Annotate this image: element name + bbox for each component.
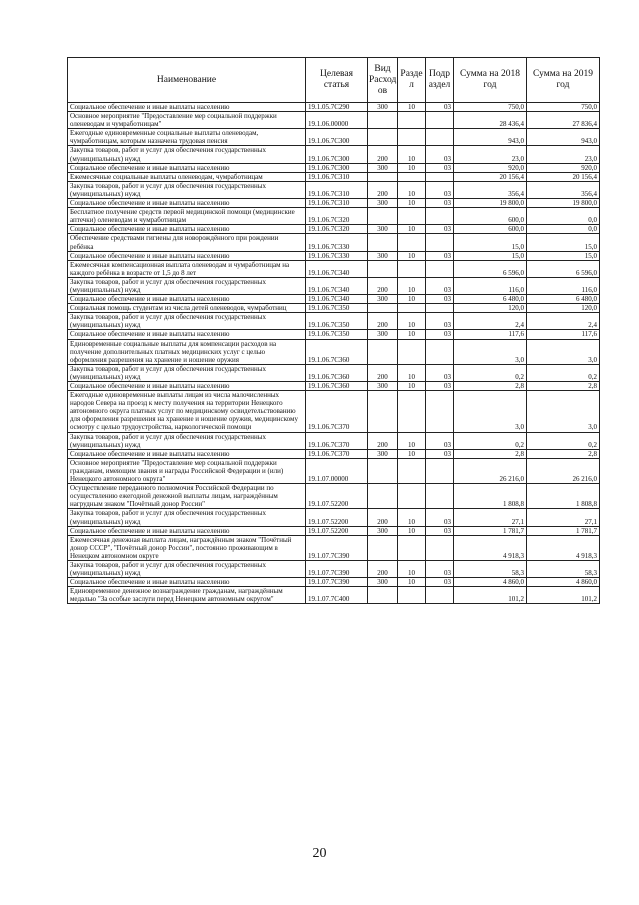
cell-expense-type xyxy=(368,304,398,313)
cell-sum-2018: 2,8 xyxy=(454,382,527,391)
header-name: Наименование xyxy=(68,58,306,103)
table-row xyxy=(68,304,600,313)
cell-sum-2018: 2,8 xyxy=(454,449,527,458)
cell-sum-2018: 3,0 xyxy=(454,339,527,364)
cell-subsection xyxy=(426,535,454,560)
cell-target-article: 19.1.05.7С290 xyxy=(306,103,368,112)
cell-expense-type: 200 xyxy=(368,432,398,449)
cell-name: Ежемесячная компенсационная выплата оленеводам и чумработницам на каждого ребёнка в возрасте от 1,5 до 8 лет xyxy=(68,260,306,277)
cell-expense-type xyxy=(368,535,398,560)
cell-sum-2019: 3,0 xyxy=(527,339,600,364)
cell-subsection: 03 xyxy=(426,181,454,198)
table-row xyxy=(68,295,600,304)
cell-name: Основное мероприятие "Предоставление мер социальной поддержки гражданам, имеющим звания и награды Российской Федерации и (или) Ненецкого автономного округа" xyxy=(68,458,306,483)
cell-name: Закупка товаров, работ и услуг для обеспечения государственных (муниципальных) нужд xyxy=(68,146,306,163)
table-row xyxy=(68,364,600,381)
table-row xyxy=(68,129,600,146)
table-row xyxy=(68,225,600,234)
cell-sum-2019: 27 836,4 xyxy=(527,112,600,129)
cell-subsection xyxy=(426,234,454,251)
cell-sum-2019: 1 781,7 xyxy=(527,526,600,535)
cell-expense-type: 300 xyxy=(368,449,398,458)
table-row xyxy=(68,560,600,577)
cell-section xyxy=(398,234,426,251)
cell-target-article: 19.1.06.7С350 xyxy=(306,330,368,339)
cell-section: 10 xyxy=(398,382,426,391)
cell-section xyxy=(398,391,426,432)
cell-target-article: 19.1.06.7С310 xyxy=(306,181,368,198)
cell-expense-type xyxy=(368,172,398,181)
cell-subsection xyxy=(426,129,454,146)
cell-expense-type xyxy=(368,260,398,277)
cell-expense-type: 300 xyxy=(368,251,398,260)
cell-expense-type: 200 xyxy=(368,560,398,577)
cell-expense-type: 300 xyxy=(368,578,398,587)
cell-subsection xyxy=(426,391,454,432)
cell-name: Закупка товаров, работ и услуг для обеспечения государственных (муниципальных) нужд xyxy=(68,313,306,330)
cell-sum-2018: 4 860,0 xyxy=(454,578,527,587)
cell-expense-type xyxy=(368,391,398,432)
cell-sum-2018: 15,0 xyxy=(454,234,527,251)
cell-target-article: 19.1.06.7С370 xyxy=(306,391,368,432)
cell-subsection xyxy=(426,339,454,364)
cell-sum-2018: 0,2 xyxy=(454,432,527,449)
cell-name: Закупка товаров, работ и услуг для обеспечения государственных (муниципальных) нужд xyxy=(68,560,306,577)
cell-sum-2018: 28 436,4 xyxy=(454,112,527,129)
cell-section: 10 xyxy=(398,526,426,535)
cell-target-article: 19.1.06.7С340 xyxy=(306,277,368,294)
cell-sum-2018: 600,0 xyxy=(454,208,527,225)
cell-section: 10 xyxy=(398,364,426,381)
cell-section: 10 xyxy=(398,103,426,112)
cell-name: Социальное обеспечение и иные выплаты населению xyxy=(68,251,306,260)
cell-section: 10 xyxy=(398,330,426,339)
cell-name: Социальное обеспечение и иные выплаты населению xyxy=(68,449,306,458)
cell-subsection xyxy=(426,112,454,129)
cell-target-article: 19.1.07.52200 xyxy=(306,509,368,526)
table-row xyxy=(68,146,600,163)
page-number: 20 xyxy=(312,846,327,861)
cell-sum-2019: 3,0 xyxy=(527,391,600,432)
cell-name: Ежемесячная денежная выплата лицам, награждённым знаком "Почётный донор СССР", "Почётный донор России", постоянно проживающим в Ненецком автономном округе xyxy=(68,535,306,560)
cell-target-article: 19.1.06.7С300 xyxy=(306,129,368,146)
cell-section xyxy=(398,172,426,181)
cell-section: 10 xyxy=(398,509,426,526)
cell-subsection xyxy=(426,208,454,225)
cell-expense-type: 300 xyxy=(368,103,398,112)
cell-expense-type: 200 xyxy=(368,146,398,163)
cell-subsection: 03 xyxy=(426,277,454,294)
cell-expense-type xyxy=(368,234,398,251)
cell-target-article: 19.1.06.7С320 xyxy=(306,208,368,225)
cell-name: Социальное обеспечение и иные выплаты населению xyxy=(68,163,306,172)
cell-sum-2018: 0,2 xyxy=(454,364,527,381)
cell-sum-2018: 116,0 xyxy=(454,277,527,294)
cell-subsection: 03 xyxy=(426,578,454,587)
cell-target-article: 19.1.06.7С350 xyxy=(306,304,368,313)
cell-sum-2019: 0,2 xyxy=(527,364,600,381)
cell-name: Обеспечение средствами гигиены для новорождённого при рождении ребёнка xyxy=(68,234,306,251)
cell-target-article: 19.1.06.7С340 xyxy=(306,260,368,277)
table-row xyxy=(68,509,600,526)
table-row xyxy=(68,103,600,112)
table-row xyxy=(68,172,600,181)
cell-subsection: 03 xyxy=(426,509,454,526)
cell-target-article: 19.1.06.7С360 xyxy=(306,364,368,381)
cell-sum-2019: 2,8 xyxy=(527,449,600,458)
cell-subsection xyxy=(426,304,454,313)
cell-target-article: 19.1.06.7С360 xyxy=(306,382,368,391)
cell-section: 10 xyxy=(398,163,426,172)
cell-target-article: 19.1.06.7С320 xyxy=(306,225,368,234)
cell-sum-2018: 3,0 xyxy=(454,391,527,432)
cell-sum-2019: 0,0 xyxy=(527,225,600,234)
cell-section xyxy=(398,587,426,604)
cell-expense-type xyxy=(368,129,398,146)
cell-section: 10 xyxy=(398,181,426,198)
cell-name: Ежемесячные социальные выплаты оленеводам, чумработницам xyxy=(68,172,306,181)
cell-target-article: 19.1.06.7С350 xyxy=(306,313,368,330)
table-row xyxy=(68,251,600,260)
cell-expense-type xyxy=(368,458,398,483)
cell-name: Социальная помощь студентам из числа детей оленеводов, чумработниц xyxy=(68,304,306,313)
cell-target-article: 19.1.06.7С310 xyxy=(306,172,368,181)
table-row xyxy=(68,313,600,330)
cell-sum-2019: 1 808,8 xyxy=(527,484,600,509)
cell-expense-type xyxy=(368,112,398,129)
cell-sum-2019: 6 596,0 xyxy=(527,260,600,277)
cell-name: Закупка товаров, работ и услуг для обеспечения государственных (муниципальных) нужд xyxy=(68,364,306,381)
cell-sum-2018: 356,4 xyxy=(454,181,527,198)
cell-target-article: 19.1.07.00000 xyxy=(306,458,368,483)
cell-sum-2019: 116,0 xyxy=(527,277,600,294)
cell-sum-2018: 943,0 xyxy=(454,129,527,146)
cell-name: Социальное обеспечение и иные выплаты населению xyxy=(68,578,306,587)
cell-sum-2019: 2,4 xyxy=(527,313,600,330)
cell-sum-2018: 4 918,3 xyxy=(454,535,527,560)
cell-section xyxy=(398,484,426,509)
table-row xyxy=(68,163,600,172)
cell-sum-2018: 101,2 xyxy=(454,587,527,604)
cell-subsection: 03 xyxy=(426,364,454,381)
cell-name: Единовременные социальные выплаты для компенсации расходов на получение дополнительных платных медицинских услуг с целью оформления разрешения на хранение и ношение оружия xyxy=(68,339,306,364)
cell-sum-2019: 4 860,0 xyxy=(527,578,600,587)
cell-target-article: 19.1.06.7С360 xyxy=(306,339,368,364)
cell-sum-2019: 19 800,0 xyxy=(527,199,600,208)
cell-expense-type: 200 xyxy=(368,277,398,294)
cell-section xyxy=(398,112,426,129)
table-row xyxy=(68,391,600,432)
table-header-row xyxy=(68,58,600,103)
cell-expense-type xyxy=(368,484,398,509)
header-section: Разде л xyxy=(398,58,426,103)
cell-sum-2018: 2,4 xyxy=(454,313,527,330)
cell-sum-2019: 15,0 xyxy=(527,251,600,260)
cell-subsection: 03 xyxy=(426,146,454,163)
cell-subsection: 03 xyxy=(426,199,454,208)
cell-name: Ежегодные единовременные выплаты лицам из числа малочисленных народов Севера на проезд к месту получения на территории Ненецкого автономного округа платных услуг по медицинскому освидетельствованию для оформления разрешения на хранение и ношение оружия, медицинскому осмотру с целью трудоустройства, наркологической помощи xyxy=(68,391,306,432)
table-row xyxy=(68,432,600,449)
cell-subsection xyxy=(426,458,454,483)
cell-sum-2019: 15,0 xyxy=(527,234,600,251)
cell-subsection xyxy=(426,172,454,181)
table-row xyxy=(68,112,600,129)
cell-sum-2019: 117,6 xyxy=(527,330,600,339)
table-row xyxy=(68,199,600,208)
cell-name: Ежегодные единовременные социальные выплаты оленеводам, чумработницам, которым назначена трудовая пенсия xyxy=(68,129,306,146)
cell-target-article: 19.1.07.52200 xyxy=(306,484,368,509)
cell-section: 10 xyxy=(398,277,426,294)
cell-target-article: 19.1.06.7С370 xyxy=(306,449,368,458)
cell-sum-2019: 943,0 xyxy=(527,129,600,146)
cell-name: Социальное обеспечение и иные выплаты населению xyxy=(68,382,306,391)
cell-expense-type: 300 xyxy=(368,330,398,339)
table-row xyxy=(68,449,600,458)
cell-sum-2018: 58,3 xyxy=(454,560,527,577)
cell-sum-2018: 23,0 xyxy=(454,146,527,163)
cell-target-article: 19.1.07.52200 xyxy=(306,526,368,535)
cell-sum-2019: 6 480,0 xyxy=(527,295,600,304)
cell-subsection: 03 xyxy=(426,382,454,391)
cell-subsection: 03 xyxy=(426,163,454,172)
cell-sum-2019: 4 918,3 xyxy=(527,535,600,560)
cell-section: 10 xyxy=(398,251,426,260)
table-row xyxy=(68,330,600,339)
table-row xyxy=(68,578,600,587)
cell-section xyxy=(398,260,426,277)
cell-section: 10 xyxy=(398,560,426,577)
table-row xyxy=(68,339,600,364)
cell-subsection: 03 xyxy=(426,251,454,260)
cell-target-article: 19.1.06.7С310 xyxy=(306,199,368,208)
cell-name: Закупка товаров, работ и услуг для обеспечения государственных (муниципальных) нужд xyxy=(68,432,306,449)
cell-subsection xyxy=(426,484,454,509)
cell-expense-type: 300 xyxy=(368,199,398,208)
cell-sum-2018: 19 800,0 xyxy=(454,199,527,208)
cell-sum-2018: 6 480,0 xyxy=(454,295,527,304)
cell-name: Закупка товаров, работ и услуг для обеспечения государственных (муниципальных) нужд xyxy=(68,509,306,526)
cell-subsection: 03 xyxy=(426,313,454,330)
table-row xyxy=(68,208,600,225)
cell-sum-2018: 1 808,8 xyxy=(454,484,527,509)
cell-section: 10 xyxy=(398,225,426,234)
cell-target-article: 19.1.06.7С300 xyxy=(306,163,368,172)
cell-section xyxy=(398,129,426,146)
cell-name: Осуществление переданного полномочия Российской Федерации по осуществлению ежегодной денежной выплаты лицам, награждённым нагрудным знаком "Почётный донор России" xyxy=(68,484,306,509)
cell-sum-2019: 356,4 xyxy=(527,181,600,198)
cell-sum-2018: 1 781,7 xyxy=(454,526,527,535)
cell-target-article: 19.1.06.7С330 xyxy=(306,251,368,260)
cell-subsection: 03 xyxy=(426,103,454,112)
cell-section xyxy=(398,339,426,364)
table-row xyxy=(68,526,600,535)
cell-section: 10 xyxy=(398,295,426,304)
cell-sum-2019: 27,1 xyxy=(527,509,600,526)
cell-sum-2019: 0,0 xyxy=(527,208,600,225)
cell-sum-2019: 20 156,4 xyxy=(527,172,600,181)
cell-target-article: 19.1.06.7С330 xyxy=(306,234,368,251)
cell-target-article: 19.1.07.7С390 xyxy=(306,560,368,577)
cell-section: 10 xyxy=(398,449,426,458)
cell-name: Социальное обеспечение и иные выплаты населению xyxy=(68,526,306,535)
cell-sum-2018: 15,0 xyxy=(454,251,527,260)
cell-sum-2018: 600,0 xyxy=(454,225,527,234)
table-row xyxy=(68,277,600,294)
header-sum-2019: Сумма на 2019 год xyxy=(527,58,600,103)
cell-name: Закупка товаров, работ и услуг для обеспечения государственных (муниципальных) нужд xyxy=(68,181,306,198)
cell-subsection: 03 xyxy=(426,560,454,577)
cell-name: Социальное обеспечение и иные выплаты населению xyxy=(68,225,306,234)
cell-sum-2019: 2,8 xyxy=(527,382,600,391)
cell-section: 10 xyxy=(398,199,426,208)
cell-sum-2018: 6 596,0 xyxy=(454,260,527,277)
cell-section: 10 xyxy=(398,578,426,587)
table-row xyxy=(68,535,600,560)
cell-sum-2018: 750,0 xyxy=(454,103,527,112)
cell-subsection xyxy=(426,587,454,604)
cell-expense-type: 300 xyxy=(368,163,398,172)
cell-expense-type: 200 xyxy=(368,313,398,330)
header-target-article: Целевая статья xyxy=(306,58,368,103)
table-row xyxy=(68,587,600,604)
cell-subsection: 03 xyxy=(426,330,454,339)
cell-name: Закупка товаров, работ и услуг для обеспечения государственных (муниципальных) нужд xyxy=(68,277,306,294)
cell-subsection: 03 xyxy=(426,526,454,535)
cell-target-article: 19.1.06.7С300 xyxy=(306,146,368,163)
cell-sum-2019: 26 216,0 xyxy=(527,458,600,483)
cell-sum-2018: 20 156,4 xyxy=(454,172,527,181)
budget-table xyxy=(67,57,600,604)
cell-name: Социальное обеспечение и иные выплаты населению xyxy=(68,295,306,304)
cell-name: Социальное обеспечение и иные выплаты населению xyxy=(68,103,306,112)
header-sum-2018: Сумма на 2018 год xyxy=(454,58,527,103)
cell-subsection: 03 xyxy=(426,295,454,304)
cell-sum-2018: 27,1 xyxy=(454,509,527,526)
cell-target-article: 19.1.07.7С390 xyxy=(306,535,368,560)
cell-expense-type: 200 xyxy=(368,181,398,198)
cell-sum-2019: 58,3 xyxy=(527,560,600,577)
cell-section: 10 xyxy=(398,313,426,330)
cell-section: 10 xyxy=(398,146,426,163)
cell-sum-2019: 750,0 xyxy=(527,103,600,112)
cell-expense-type xyxy=(368,587,398,604)
cell-expense-type: 300 xyxy=(368,225,398,234)
cell-expense-type: 300 xyxy=(368,526,398,535)
table-row xyxy=(68,458,600,483)
cell-expense-type xyxy=(368,208,398,225)
table-row xyxy=(68,181,600,198)
cell-expense-type xyxy=(368,339,398,364)
table-row xyxy=(68,260,600,277)
cell-sum-2019: 120,0 xyxy=(527,304,600,313)
cell-sum-2019: 0,2 xyxy=(527,432,600,449)
table-row xyxy=(68,484,600,509)
cell-subsection: 03 xyxy=(426,432,454,449)
cell-target-article: 19.1.06.7С340 xyxy=(306,295,368,304)
cell-expense-type: 200 xyxy=(368,509,398,526)
cell-section xyxy=(398,535,426,560)
cell-sum-2019: 23,0 xyxy=(527,146,600,163)
cell-target-article: 19.1.06.00000 xyxy=(306,112,368,129)
cell-expense-type: 200 xyxy=(368,364,398,381)
cell-name: Социальное обеспечение и иные выплаты населению xyxy=(68,330,306,339)
cell-section xyxy=(398,304,426,313)
cell-subsection: 03 xyxy=(426,225,454,234)
cell-name: Основное мероприятие "Предоставление мер социальной поддержки оленеводам и чумработницам" xyxy=(68,112,306,129)
cell-sum-2018: 26 216,0 xyxy=(454,458,527,483)
cell-name: Единовременное денежное вознаграждение гражданам, награждённым медалью "За особые заслуги перед Ненецким автономным округом" xyxy=(68,587,306,604)
cell-target-article: 19.1.07.7С390 xyxy=(306,578,368,587)
cell-sum-2018: 120,0 xyxy=(454,304,527,313)
cell-target-article: 19.1.06.7С370 xyxy=(306,432,368,449)
cell-section xyxy=(398,458,426,483)
cell-section xyxy=(398,208,426,225)
cell-expense-type: 300 xyxy=(368,382,398,391)
cell-name: Бесплатное получение средств первой медицинской помощи (медицинские аптечки) оленеводам и чумработницам xyxy=(68,208,306,225)
cell-sum-2019: 920,0 xyxy=(527,163,600,172)
cell-name: Социальное обеспечение и иные выплаты населению xyxy=(68,199,306,208)
cell-sum-2018: 920,0 xyxy=(454,163,527,172)
cell-sum-2018: 117,6 xyxy=(454,330,527,339)
cell-expense-type: 300 xyxy=(368,295,398,304)
header-subsection: Подр аздел xyxy=(426,58,454,103)
cell-subsection xyxy=(426,260,454,277)
cell-subsection: 03 xyxy=(426,449,454,458)
cell-section: 10 xyxy=(398,432,426,449)
cell-sum-2019: 101,2 xyxy=(527,587,600,604)
cell-target-article: 19.1.07.7С400 xyxy=(306,587,368,604)
header-expense-type: Вид Расход ов xyxy=(368,58,398,103)
table-row xyxy=(68,382,600,391)
table-row xyxy=(68,234,600,251)
